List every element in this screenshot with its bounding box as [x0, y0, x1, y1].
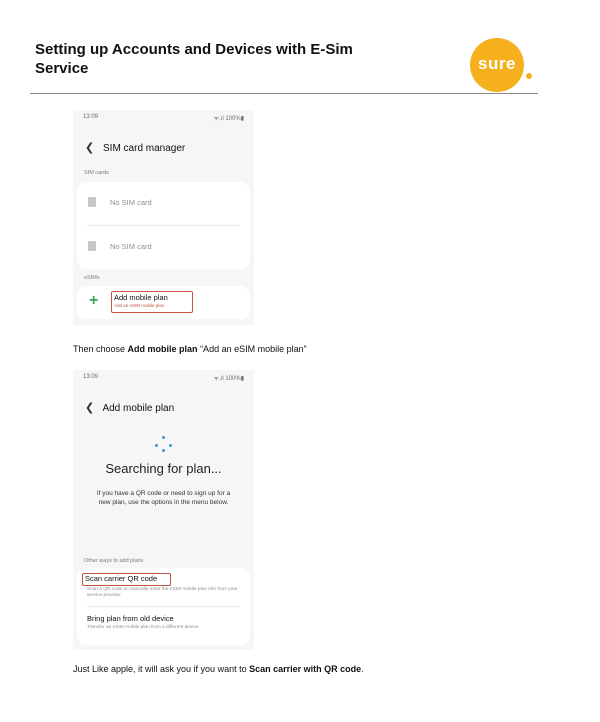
- searching-heading: Searching for plan...: [105, 461, 222, 476]
- loading-spinner-icon: [155, 436, 173, 454]
- caption-scan-qr: [73, 664, 364, 674]
- back-arrow-icon[interactable]: ❮: [85, 142, 95, 154]
- bring-plan-subtitle: Transfer an eSIM mobile plan from a different device.: [87, 625, 200, 630]
- status-icons: ᯤ.ıl 100%▮: [213, 376, 244, 382]
- status-time: 13:09: [83, 114, 99, 120]
- plus-icon: +: [89, 292, 99, 309]
- document-title-line-1: Setting up Accounts and Devices with E-Sim: [35, 41, 353, 58]
- scan-carrier-qr-subtitle: Scan a QR code or manually enter the eSIM mobile plan info from your service provider.: [87, 587, 238, 598]
- status-time: 13:09: [83, 374, 99, 380]
- other-ways-label: Other ways to add plans: [84, 558, 144, 564]
- sim-cards-label: SIM cards: [84, 170, 109, 176]
- back-arrow-icon[interactable]: ❮: [85, 402, 95, 414]
- row-divider: [87, 606, 240, 607]
- caption-text: “Add an eSIM mobile plan”: [197, 344, 307, 354]
- add-mobile-plan-title: Add mobile plan: [114, 293, 168, 302]
- document-title: [35, 40, 365, 78]
- sim-slot-label: No SIM card: [110, 242, 152, 251]
- sim-slot-label: No SIM card: [110, 198, 152, 207]
- caption-bold-text: Scan carrier with QR code: [249, 664, 362, 674]
- sim-cards-card: [77, 182, 250, 269]
- add-mobile-plan-subtitle: Add an eSIM mobile plan: [114, 303, 165, 308]
- caption-text: Just Like apple, it will ask you if you want to: [73, 664, 250, 674]
- add-mobile-plan-row[interactable]: [77, 286, 250, 319]
- screen-title: SIM card manager: [103, 143, 186, 154]
- header-divider: [30, 93, 538, 94]
- esims-label: eSIMs: [84, 275, 100, 281]
- sim-card-icon: [88, 241, 96, 251]
- document-title-line-2: Service: [35, 60, 89, 77]
- add-mobile-plan-highlight[interactable]: [111, 291, 193, 313]
- searching-description: If you have a QR code or need to sign up for a new plan, use the options in the menu below.: [96, 490, 231, 506]
- scan-carrier-qr-title: Scan carrier QR code: [85, 574, 158, 583]
- sim-slot-1[interactable]: [77, 182, 250, 225]
- bring-plan-title[interactable]: Bring plan from old device: [87, 614, 174, 623]
- screen-title: Add mobile plan: [102, 403, 175, 414]
- caption-bold-text: Add mobile plan: [127, 344, 198, 354]
- sim-card-icon: [88, 197, 96, 207]
- sim-card-manager-screenshot: [73, 110, 254, 325]
- caption-text: Then choose: [73, 344, 128, 354]
- logo-dot-icon: [526, 73, 532, 79]
- add-mobile-plan-screenshot: [73, 370, 254, 650]
- logo-text: sure: [478, 54, 516, 73]
- status-icons: ᯤ.ıl 100%▮: [213, 116, 244, 122]
- caption-choose-add-plan: [73, 344, 307, 354]
- plan-options-card: [77, 568, 250, 645]
- screen-header: [85, 401, 174, 414]
- sim-slot-2[interactable]: [77, 226, 250, 269]
- sure-logo: [470, 38, 524, 92]
- scan-qr-highlight[interactable]: [82, 573, 171, 586]
- caption-text: .: [361, 664, 364, 674]
- screen-header: [85, 141, 185, 154]
